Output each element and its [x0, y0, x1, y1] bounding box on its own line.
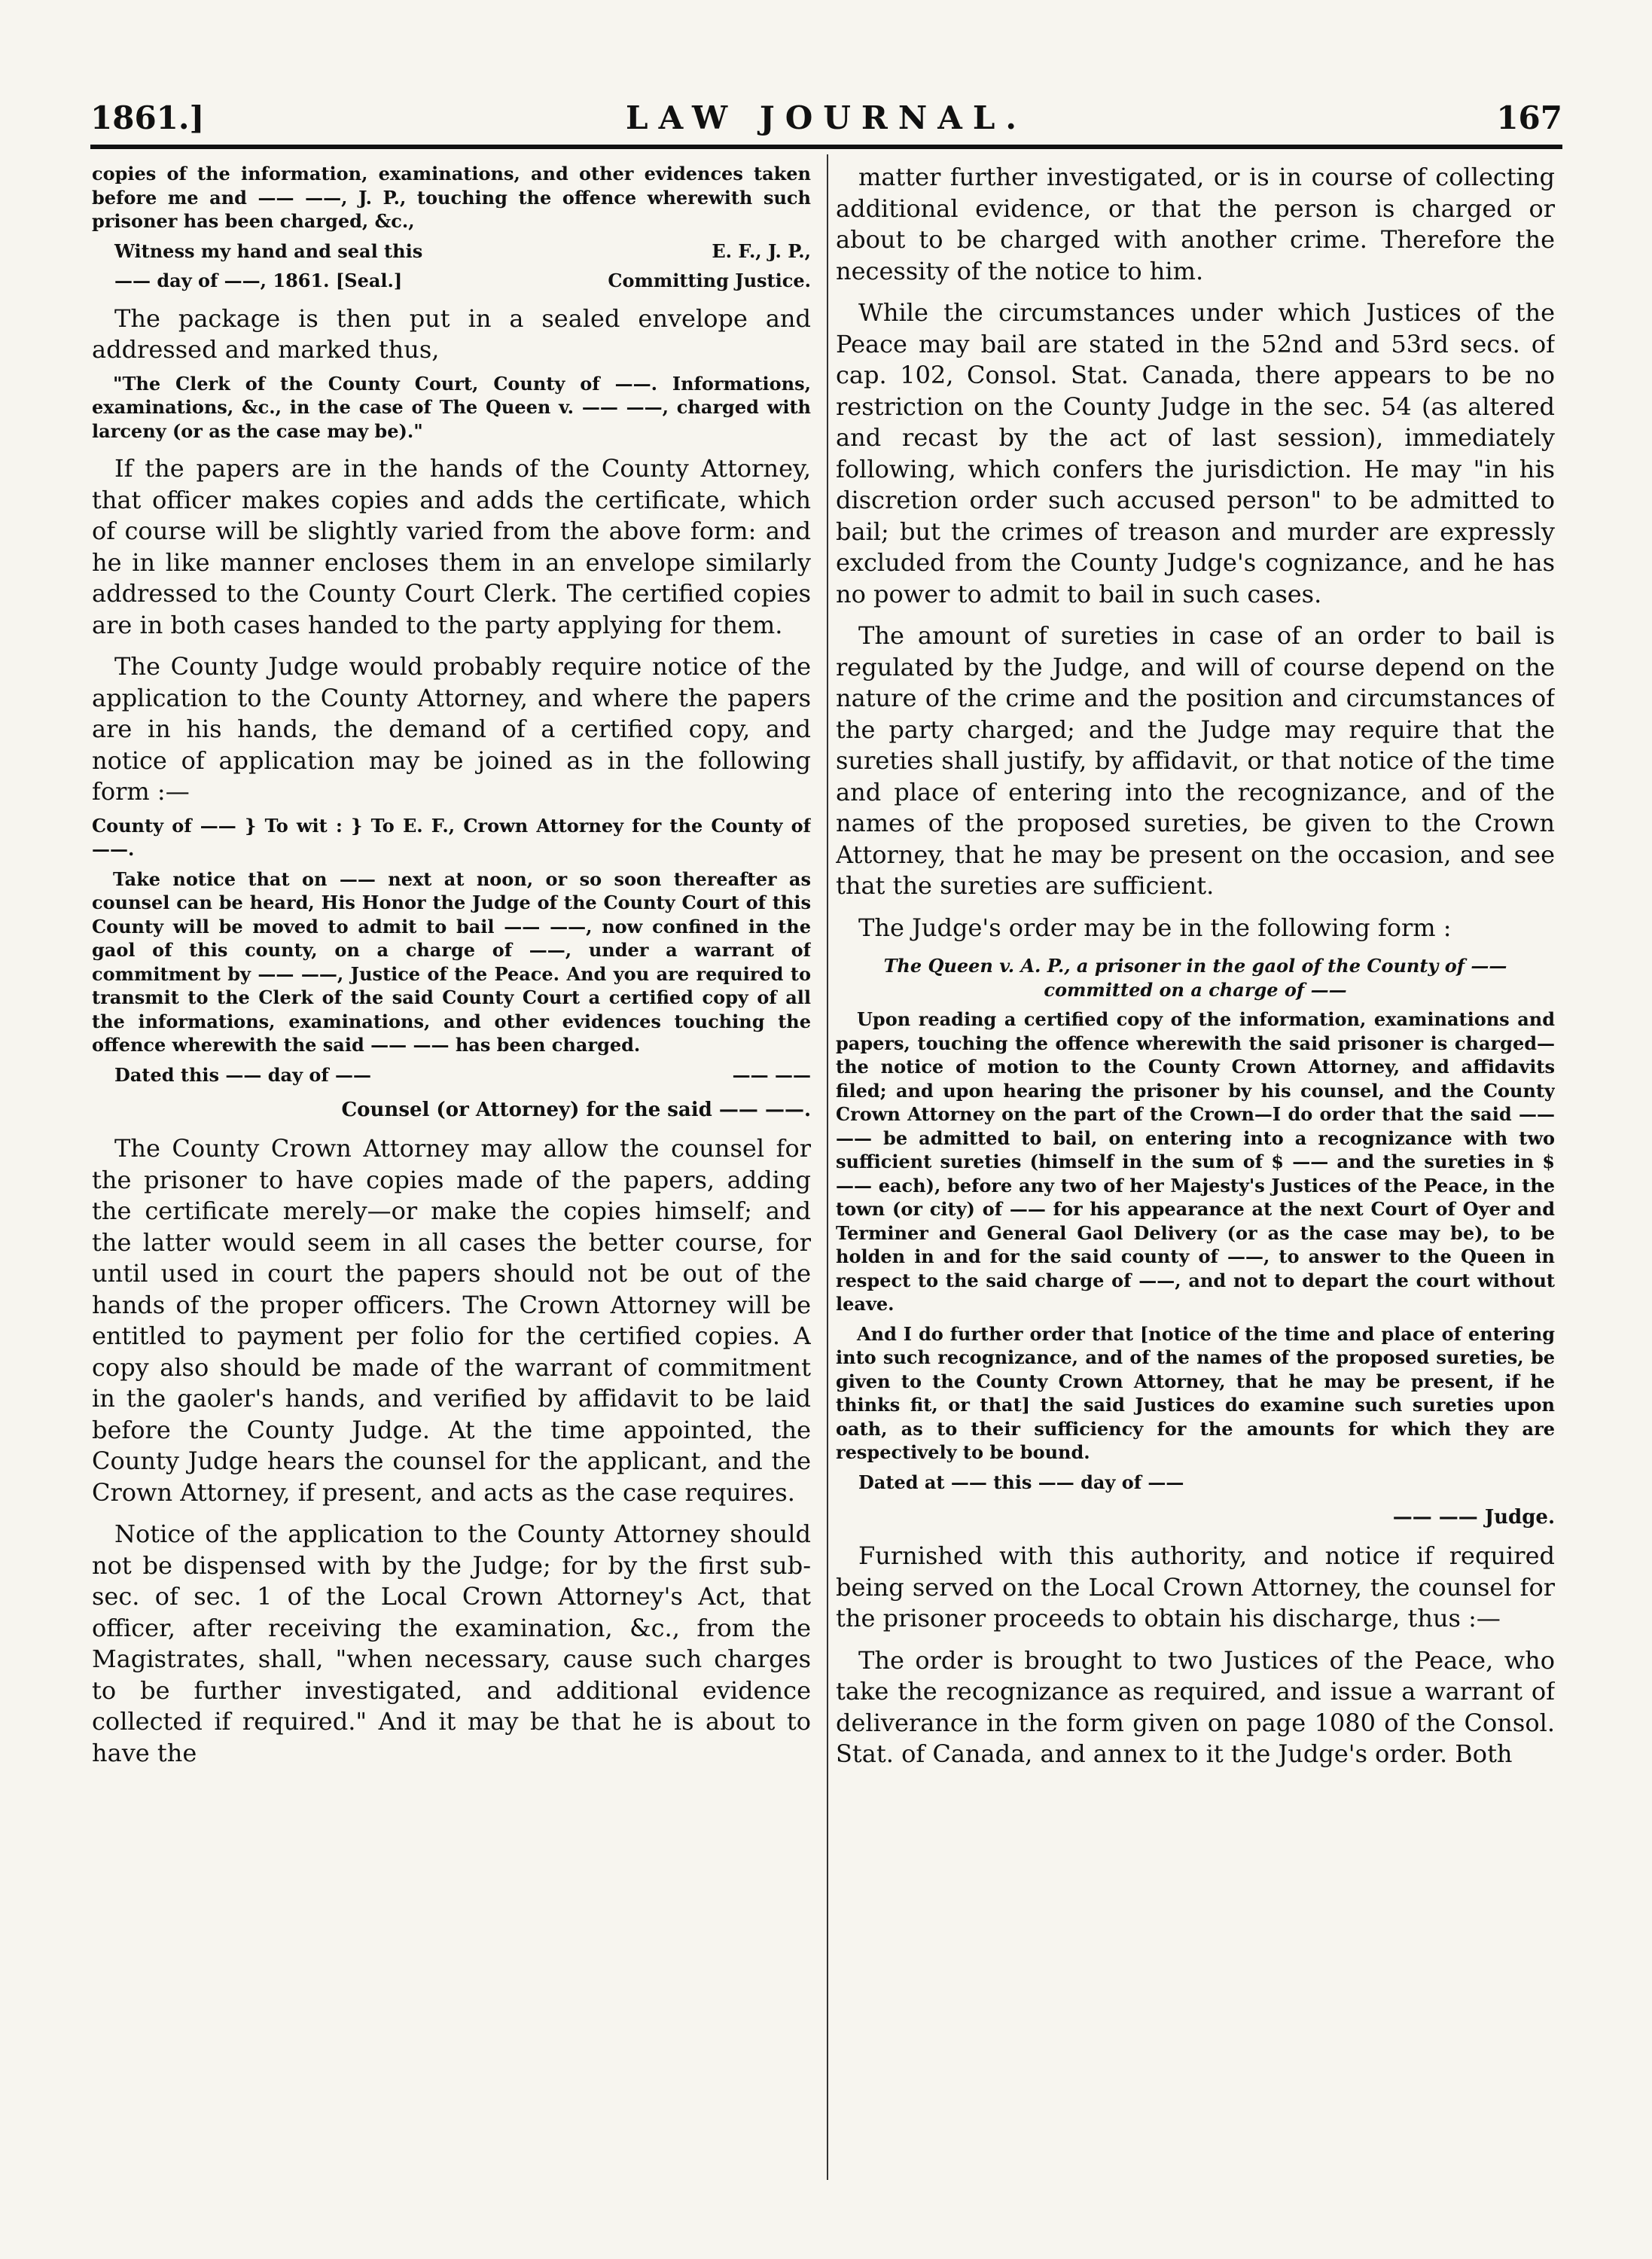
left-paragraph: If the papers are in the hands of the County Attorney, that officer makes copies and adds the certificate, which of course will be slightly varied from the above form: and he in like manner encloses them in an envelope similarly addressed to the County Court Clerk. The certified copies are in both cases handed to the party applying for them. — [92, 454, 811, 639]
paragraph-gap — [836, 944, 1555, 954]
paragraph-gap — [836, 287, 1555, 297]
paragraph-gap — [92, 366, 811, 372]
paragraph-gap — [836, 902, 1555, 913]
line-left-text: Dated at —— this —— day of —— — [858, 1471, 1184, 1493]
paragraph-gap — [836, 1494, 1555, 1504]
right-paragraph: While the circumstances under which Justices of the Peace may bail are stated in the 52nd and 53rd secs. of cap. 102, Consol. Stat. Canada, there appears to be no restriction on the County Judge in the sec. 54 (as altered and recast by the act of last session), immediately following, which confers the jurisdiction. He may "in his discretion order such accused person" to be admitted to bail; but the crimes of treason and murder are expressly excluded from the County Judge's cognizance, and he has no power to admit to bail in such cases. — [836, 298, 1555, 608]
paragraph-gap — [92, 443, 811, 453]
left-paragraph: "The Clerk of the County Court, County of ——. Informations, examinations, &c., in the case of The Queen v. —— ——, charged with larceny (or as the case may be)." — [92, 372, 811, 442]
paragraph-gap — [836, 1316, 1555, 1322]
left-paragraph: Notice of the application to the County Attorney should not be dispensed with by the Judge; for by the first sub-sec. of sec. 1 of the Local Crown Attorney's Act, that officer, after receiving the examination, &c., from the Magistrates, shall, "when necessary, cause such charges to be further investigated, and additional evidence collected if required." And it may be that he is about to have the — [92, 1520, 811, 1767]
right-paragraph: matter further investigated, or is in course of collecting additional evidence, or that the person is charged or about to be charged with another crime. Therefore the necessity of the notice to him. — [836, 163, 1555, 285]
left-paragraph: The package is then put in a sealed envelope and addressed and marked thus, — [92, 303, 811, 364]
paragraph-gap — [836, 1530, 1555, 1541]
paragraph-gap — [92, 1057, 811, 1063]
line-left-text: —— day of ——, 1861. [Seal.] — [114, 270, 403, 291]
column-divider — [827, 154, 828, 2180]
paragraph-gap — [836, 1465, 1555, 1471]
page-number: 167 — [1496, 99, 1562, 136]
left-signature-line — [92, 269, 811, 293]
paragraph-gap — [92, 233, 811, 239]
left-paragraph: Counsel (or Attorney) for the said —— ——. — [341, 1099, 811, 1121]
paragraph-gap — [836, 610, 1555, 620]
paragraph-gap — [92, 263, 811, 269]
paragraph-gap — [92, 293, 811, 303]
left-paragraph: The County Judge would probably require notice of the application to the County Attorney, and where the papers are in his hands, the demand of a certified copy, and notice of application may be joined as in the following form :— — [92, 652, 811, 806]
paragraph-gap — [92, 1508, 811, 1519]
line-left-text: Dated this —— day of —— — [114, 1063, 372, 1086]
line-left-text: Witness my hand and seal this — [114, 239, 423, 262]
left-signature-line — [92, 1063, 811, 1087]
right-signature-line — [836, 1471, 1555, 1495]
right-paragraph: —— —— Judge. — [1392, 1506, 1555, 1529]
paragraph-gap — [92, 861, 811, 867]
right-column — [836, 162, 1555, 1770]
left-column — [92, 162, 811, 1769]
right-paragraph: And I do further order that [notice of the time and place of entering into such recognizance, and of the names of the proposed sureties, be given to the County Crown Attorney, that he may be present, if he thinks fit, or that] the said Justices do examine such sureties upon oath, as to their sufficiency for the amounts for which they are respectively to be bound. — [836, 1322, 1555, 1463]
paragraph-gap — [836, 1635, 1555, 1645]
paragraph-gap — [92, 808, 811, 814]
left-paragraph: Take notice that on —— next at noon, or so soon thereafter as counsel can be heard, His Honor the Judge of the County Court of this County will be moved to admit to bail —— ——, now confined in the gaol of this county, on a charge of ——, under a warrant of commitment by —— ——, Justice of the Peace. And you are required to transmit to the Clerk of the said County Court a certified copy of all the informations, examinations, and other evidences touching the offence wherewith the said —— —— has been charged. — [92, 867, 811, 1056]
left-paragraph: County of —— } To wit : } To E. F., Crown Attorney for the County of——. — [92, 814, 811, 860]
paragraph-gap — [92, 1087, 811, 1097]
left-paragraph: copies of the information, examinations, and other evidences taken before me and —— ——, J. P., touching the offence wherewith such prisoner has been charged, &c., — [92, 163, 811, 232]
right-paragraph: The Judge's order may be in the following form : — [858, 913, 1452, 942]
right-paragraph: Furnished with this authority, and notice if required being served on the Local Crown Attorney, the counsel for the prisoner proceeds to obtain his discharge, thus :— — [836, 1541, 1555, 1633]
header-year: 1861.] — [90, 99, 205, 136]
paragraph-gap — [836, 1001, 1555, 1008]
paragraph-gap — [92, 1123, 811, 1133]
right-paragraph: The order is brought to two Justices of the Peace, who take the recognizance as required, and issue a warrant of deliverance in the form given on page 1080 of the Consol. Stat. of Canada, and annex to it the Judge's order. Both — [836, 1645, 1555, 1768]
line-right-text: Committing Justice. — [608, 270, 811, 291]
line-right-text: E. F., J. P., — [712, 239, 811, 262]
left-paragraph: The County Crown Attorney may allow the counsel for the prisoner to have copies made of the papers, adding the certificate merely—or make the copies himself; and the latter would seem in all cases the better course, for until used in court the papers should not be out of the hands of the proper officers. The Crown Attorney will be entitled to payment per folio for the certified copies. A copy also should be made of the warrant of commitment in the gaoler's hands, and verified by affidavit to be laid before the County Judge. At the time appointed, the County Judge hears the counsel for the applicant, and the Crown Attorney, if present, and acts as the case requires. — [92, 1134, 811, 1507]
line-right-text: —— —— — [732, 1063, 811, 1086]
journal-title: LAW JOURNAL. — [626, 99, 1027, 136]
header-rule — [90, 145, 1562, 149]
left-signature-line — [92, 239, 811, 264]
right-paragraph: The Queen v. A. P., a prisoner in the gaol of the County of —— committed on a charge of —— — [883, 955, 1507, 1001]
running-header — [90, 99, 1562, 140]
right-paragraph: Upon reading a certified copy of the information, examinations and papers, touching the offence wherewith the said prisoner is charged—the notice of motion to the County Crown Attorney, and affidavits filed; and upon hearing the prisoner by his counsel, and the County Crown Attorney on the part of the Crown—I do order that the said —— —— be admitted to bail, on entering into a recognizance with two sufficient sureties (himself in the sum of $ —— and the sureties in $ —— each), before any two of her Majesty's Justices of the Peace, in the town (or city) of —— for his appearance at the next Court of Oyer and Terminer and General Gaol Delivery (or as the case may be), to be holden in and for the said county of ——, to answer to the Queen in respect to the said charge of ——, and not to depart the court without leave. — [836, 1008, 1555, 1315]
right-paragraph: The amount of sureties in case of an order to bail is regulated by the Judge, and will of course depend on the nature of the crime and the position and circumstances of the party charged; and the Judge may require that the sureties shall justify, by affidavit, or that notice of the time and place of entering into the recognizance, and of the names of the proposed sureties, be given to the Crown Attorney, that he may be present on the occasion, and see that the sureties are sufficient. — [836, 621, 1555, 900]
paragraph-gap — [92, 641, 811, 651]
